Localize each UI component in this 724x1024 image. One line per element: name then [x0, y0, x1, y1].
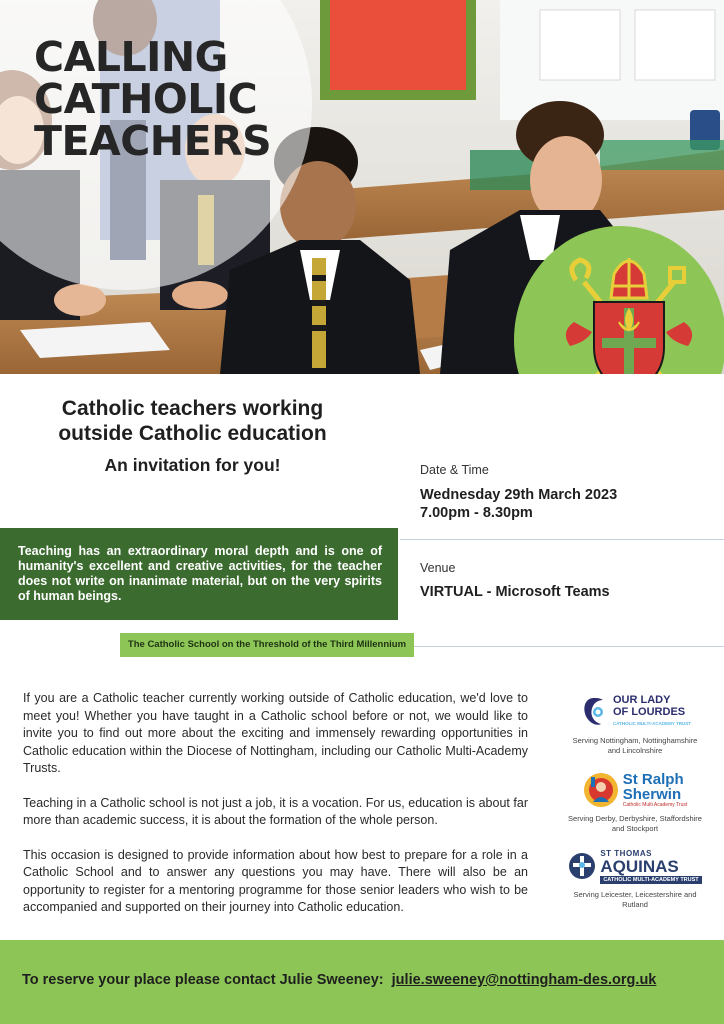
quote-text: Teaching has an extraordinary moral depth and is one of humanity's excellent and creative activities, for the teacher does not write on inanimate material, but on the very spirits of human beings.: [18, 544, 382, 603]
trust-name-line: Sherwin: [622, 786, 682, 803]
event-date: Wednesday 29th March 2023: [420, 487, 618, 503]
divider: [400, 539, 724, 540]
trust-caption: Serving Nottingham, Nottinghamshire and Lincolnshire: [572, 736, 698, 755]
datetime-value: [420, 486, 617, 522]
body-paragraph: Teaching in a Catholic school is not just a job, it is a vocation. For us, education is about far more than academic success, it is about the formation of the whole person.: [23, 795, 528, 827]
event-subheading: An invitation for you!: [104, 455, 281, 475]
trust-name-line: OUR LADY: [613, 694, 671, 706]
trust-logo: [566, 692, 704, 732]
event-heading-line: outside Catholic education: [58, 422, 327, 445]
diocese-crest-icon: [554, 252, 704, 374]
hero-photo: [0, 0, 724, 374]
footer-prefix: To reserve your place please contact Julie Sweeney:: [22, 972, 384, 988]
trust-logo: [566, 846, 704, 886]
trust-tagline: Catholic Multi Academy Trust: [622, 802, 688, 808]
contact-email-link[interactable]: julie.sweeney@nottingham-des.org.uk: [391, 972, 657, 988]
trust-st-thomas-aquinas: [566, 846, 704, 910]
trust-name-line: St Ralph: [622, 771, 684, 788]
trust-tagline: CATHOLIC MULTI-ACADEMY TRUST: [600, 876, 701, 884]
trust-name-line: OF LOURDES: [613, 706, 686, 718]
trust-our-lady-of-lourdes: [566, 692, 704, 756]
event-time: 7.00pm - 8.30pm: [420, 505, 533, 521]
trust-name: [600, 849, 701, 884]
st-thomas-logo-icon: [568, 852, 596, 880]
datetime-label: Date & Time: [420, 463, 489, 477]
venue-label: Venue: [420, 561, 456, 575]
st-ralph-logo-icon: [583, 772, 619, 808]
trust-name-line: AQUINAS: [600, 856, 679, 876]
body-copy: [23, 690, 528, 934]
trust-logo: [566, 770, 704, 810]
trust-name: [623, 772, 687, 808]
divider: [400, 646, 724, 647]
hero-title-line: CALLING: [34, 33, 228, 81]
event-heading: [20, 396, 365, 446]
hero-title-line: TEACHERS: [34, 117, 272, 165]
hero-title: [34, 33, 272, 165]
footer-contact: [22, 972, 656, 988]
trust-name: [613, 694, 691, 730]
venue-value: VIRTUAL - Microsoft Teams: [420, 584, 610, 600]
body-paragraph: This occasion is designed to provide information about how best to prepare for a role in a Catholic School and to answer any questions you may have. There will also be an opportunity to register for a mentoring programme for those senior leaders who wish to be accompanied and supported on their journey into Catholic education.: [23, 847, 528, 914]
body-paragraph: If you are a Catholic teacher currently working outside of Catholic education, we'd love to meet you! Whether you have taught in a Catholic school before or not, we would like to invite you to find out more about the exciting and immensely rewarding opportunities in Catholic education within the Diocese of Nottingham, including our Catholic Multi-Academy Trusts.: [23, 691, 528, 775]
quote-source: The Catholic School on the Threshold of the Third Millennium: [120, 633, 414, 657]
our-lady-logo-icon: [579, 696, 609, 728]
trust-name-line: ST THOMAS: [600, 848, 652, 858]
trust-tagline: CATHOLIC MULTI-ACADEMY TRUST: [613, 721, 691, 726]
trust-st-ralph-sherwin: [566, 770, 704, 834]
hero-title-line: CATHOLIC: [34, 75, 258, 123]
trust-caption: Serving Leicester, Leicestershire and Rutland: [573, 890, 697, 909]
trust-caption: Serving Derby, Derbyshire, Staffordshire and Stockport: [568, 814, 702, 833]
event-heading-line: Catholic teachers working: [61, 397, 324, 420]
